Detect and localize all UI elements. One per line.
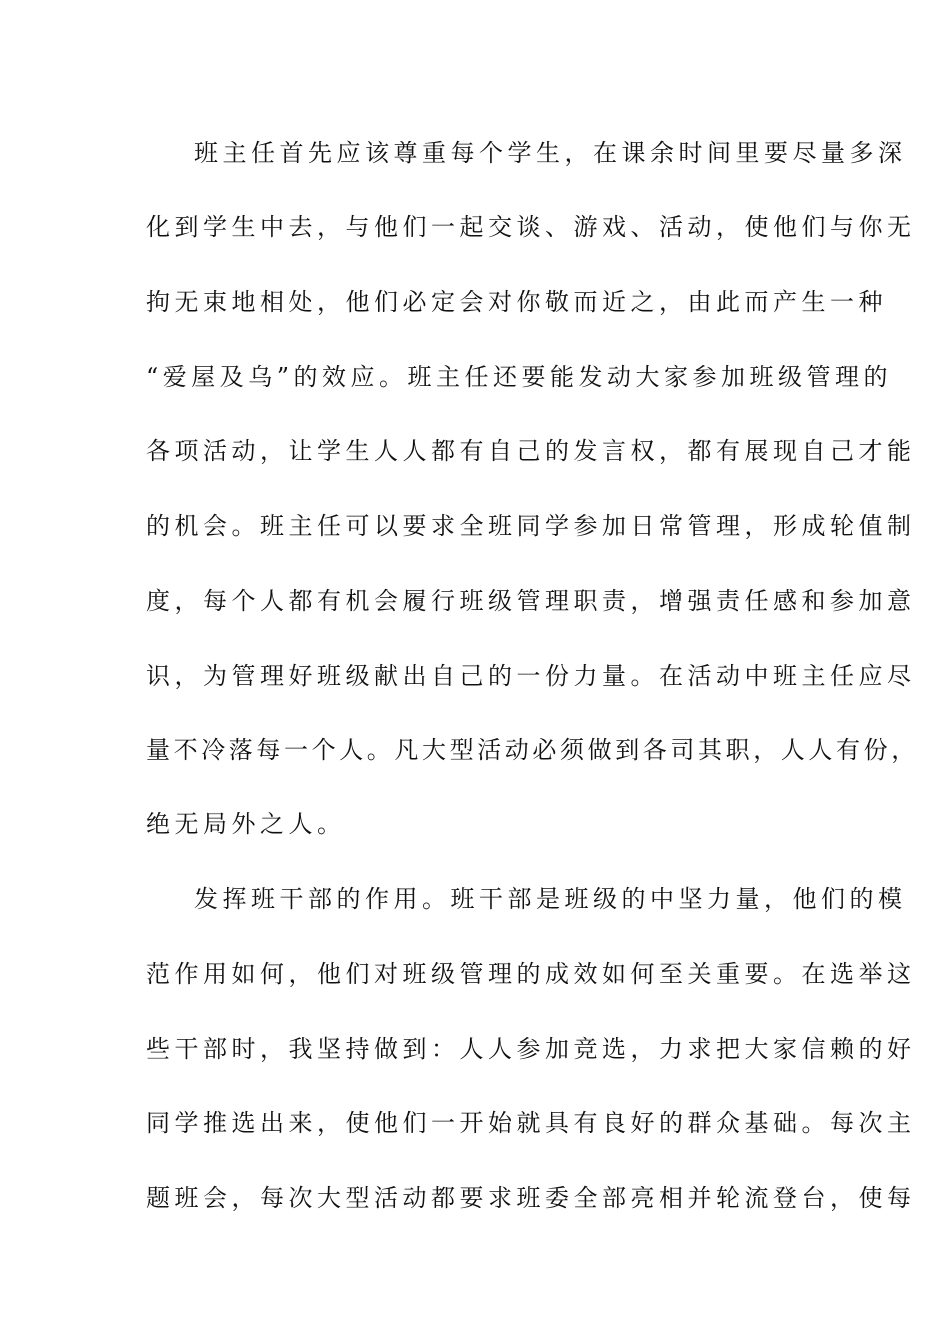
- text-line: 各项活动，让学生人人都有自己的发言权，都有展现自己才能: [146, 437, 916, 465]
- text-line: 的机会。班主任可以要求全班同学参加日常管理，形成轮值制: [146, 512, 916, 540]
- text-line: 绝无局外之人。: [146, 810, 346, 838]
- text-line: 同学推选出来，使他们一开始就具有良好的群众基础。每次主: [146, 1109, 916, 1137]
- text-line: 化到学生中去，与他们一起交谈、游戏、活动，使他们与你无: [146, 213, 916, 241]
- text-line: 量不冷落每一个人。凡大型活动必须做到各司其职，人人有份，: [146, 736, 919, 764]
- text-line: 些干部时，我坚持做到：人人参加竞选，力求把大家信赖的好: [146, 1035, 916, 1063]
- text-line: 发挥班干部的作用。班干部是班级的中坚力量，他们的模: [194, 885, 907, 913]
- text-line: 度，每个人都有机会履行班级管理职责，增强责任感和参加意: [146, 587, 916, 615]
- text-line: 题班会，每次大型活动都要求班委全部亮相并轮流登台，使每: [146, 1184, 916, 1212]
- text-line: 班主任首先应该尊重每个学生，在课余时间里要尽量多深: [194, 139, 907, 167]
- text-line: 识，为管理好班级献出自己的一份力量。在活动中班主任应尽: [146, 662, 916, 690]
- text-line: “爱屋及乌”的效应。班主任还要能发动大家参加班级管理的: [146, 363, 893, 391]
- text-line: 拘无束地相处，他们必定会对你敬而近之，由此而产生一种: [146, 288, 887, 316]
- text-line: 范作用如何，他们对班级管理的成效如何至关重要。在选举这: [146, 960, 916, 988]
